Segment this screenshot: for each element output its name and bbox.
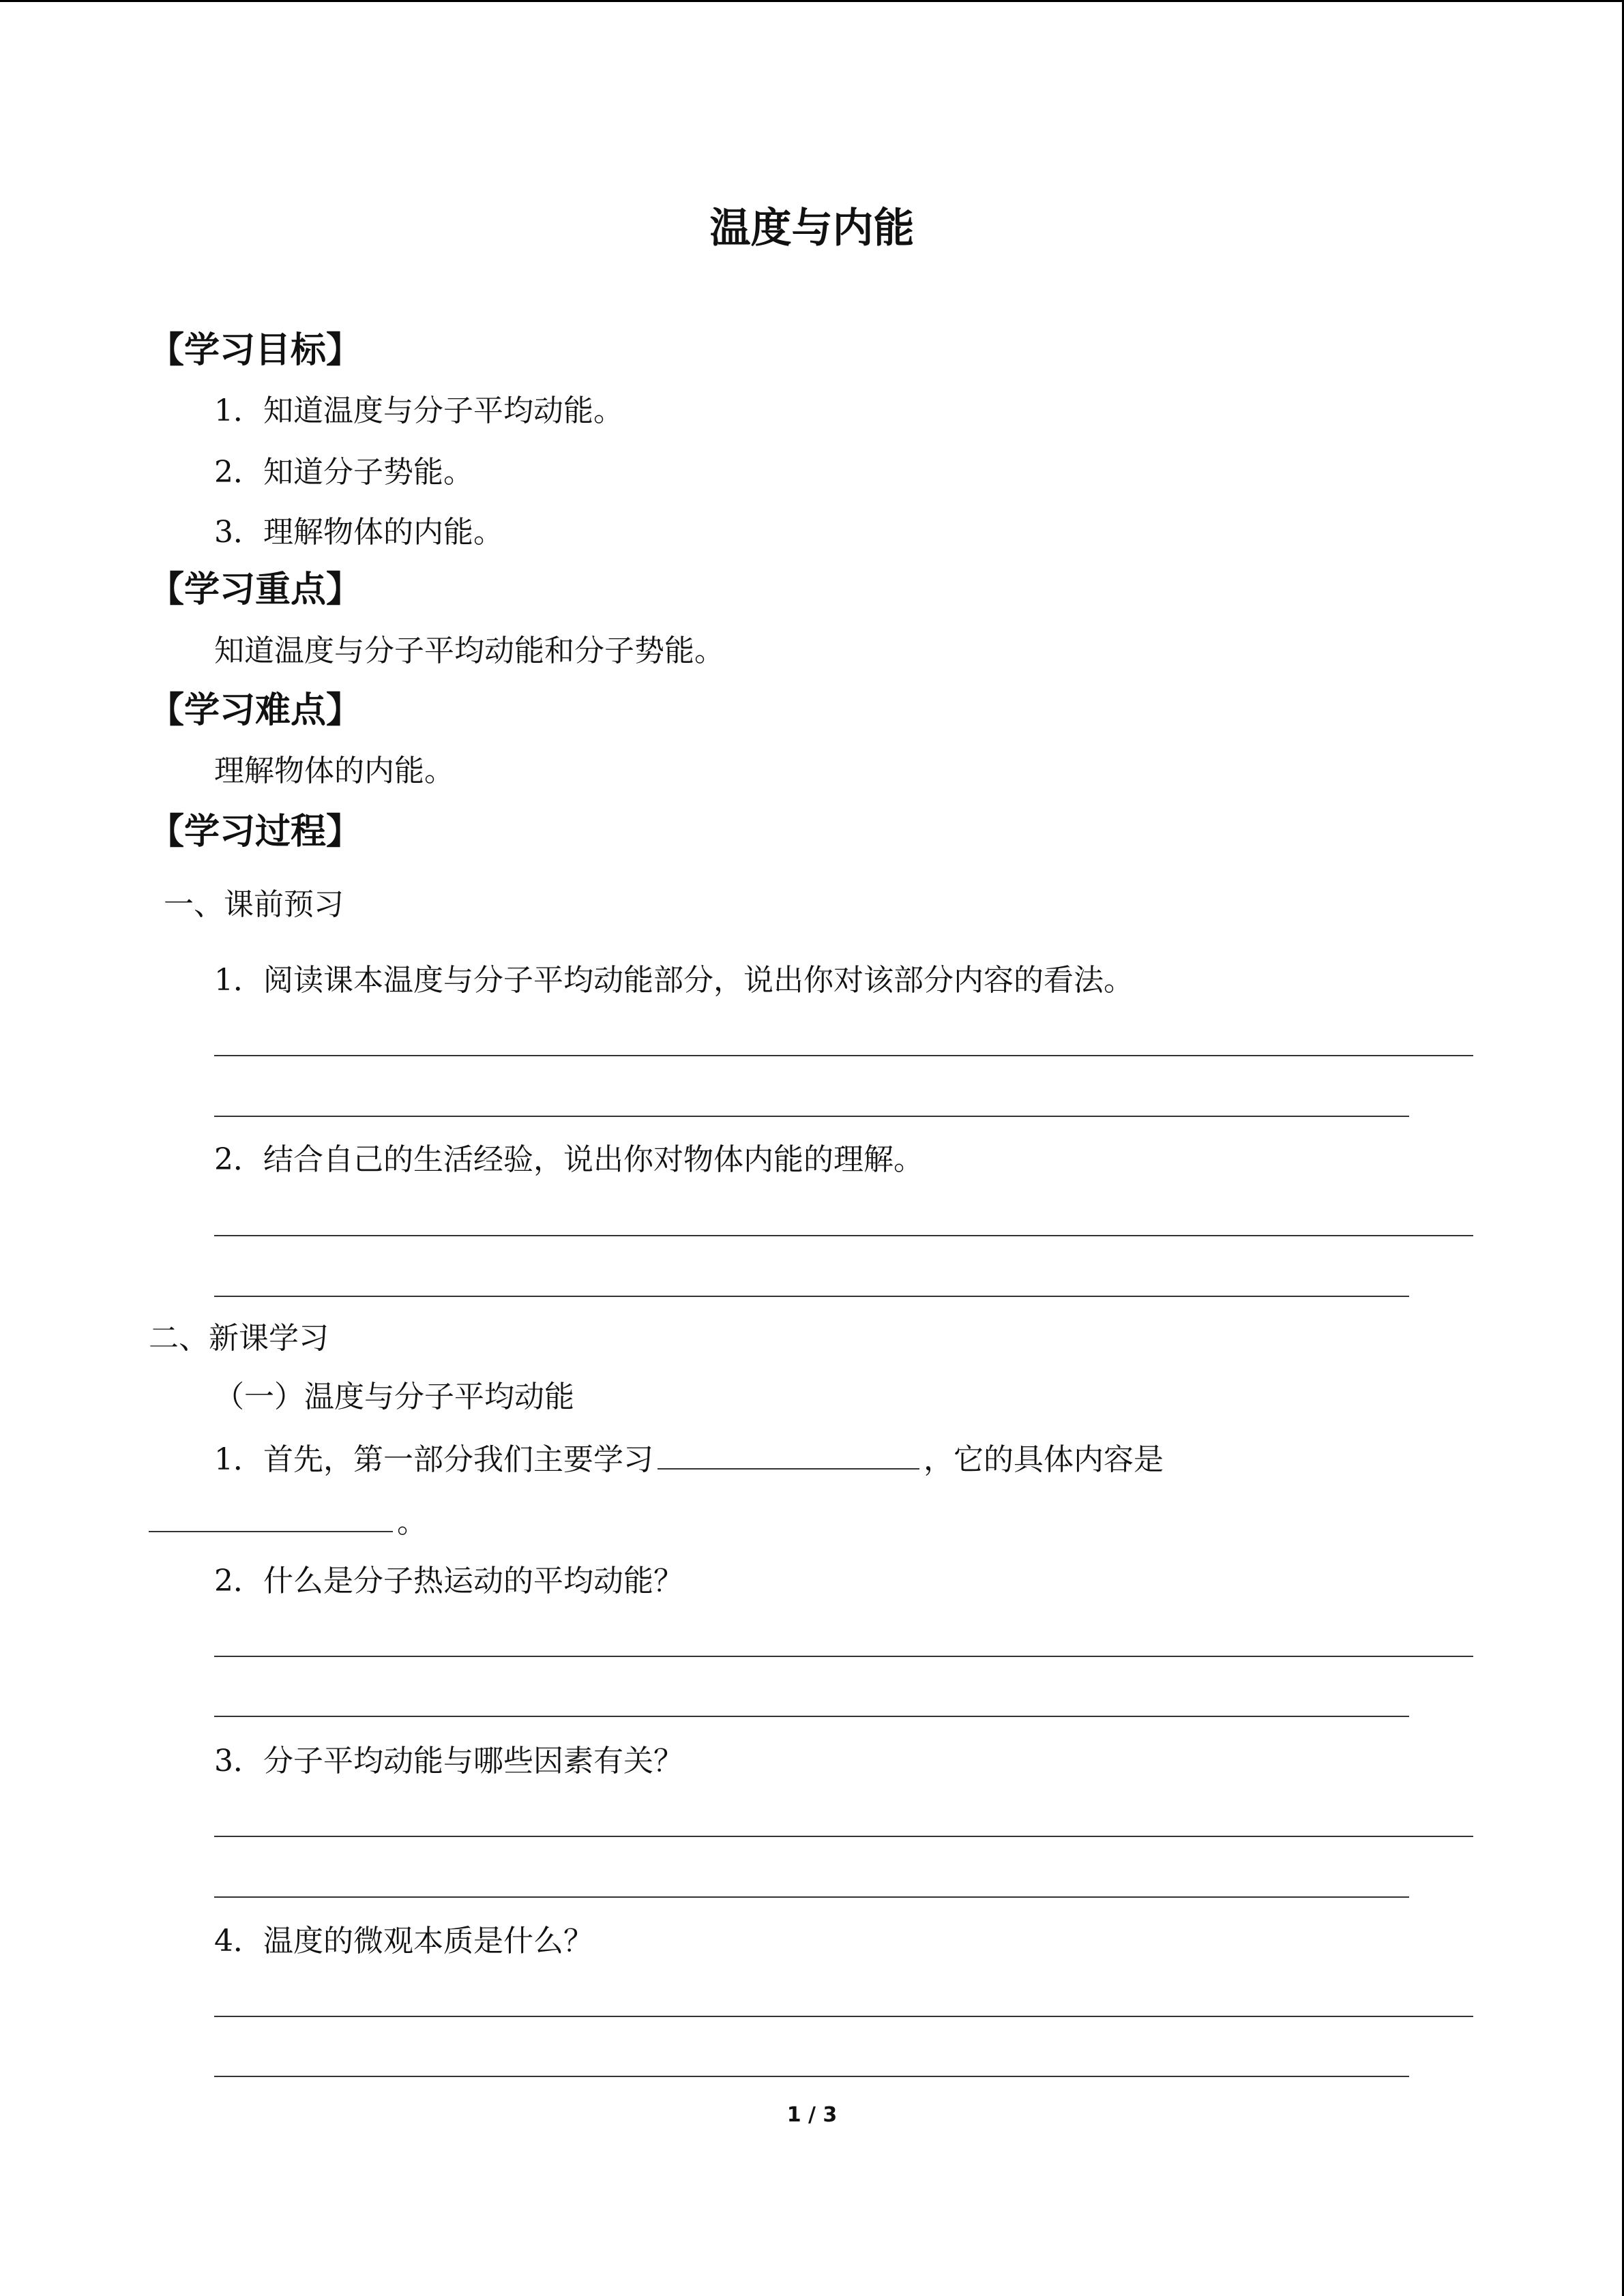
- new-lesson-heading: 二、新课学习: [149, 1321, 329, 1356]
- new-lesson-question-1: [214, 1437, 1164, 1482]
- question-1-text-b: ，它的具体内容是: [924, 1442, 1164, 1477]
- difficulties-text: 理解物体的内能。: [214, 754, 454, 788]
- fill-blank[interactable]: [658, 1438, 919, 1470]
- objectives-heading: 【学习目标】: [149, 330, 362, 371]
- answer-line[interactable]: [214, 1235, 1473, 1236]
- question-1-continuation: [149, 1500, 427, 1545]
- objective-item: 1．知道温度与分子平均动能。: [214, 393, 623, 428]
- new-lesson-question-2: 2．什么是分子热运动的平均动能？: [214, 1564, 683, 1598]
- fill-blank[interactable]: [149, 1501, 393, 1532]
- answer-line[interactable]: [214, 1656, 1473, 1657]
- question-1-end: 。: [397, 1505, 427, 1540]
- answer-line[interactable]: [214, 1836, 1473, 1837]
- new-lesson-question-4: 4．温度的微观本质是什么？: [214, 1924, 593, 1958]
- process-heading: 【学习过程】: [149, 811, 362, 852]
- answer-line[interactable]: [214, 2016, 1473, 2017]
- answer-line[interactable]: [214, 1716, 1409, 1717]
- page-number: 1 / 3: [786, 2103, 838, 2127]
- answer-line[interactable]: [214, 1296, 1409, 1297]
- new-lesson-subheading: （一）温度与分子平均动能: [214, 1380, 574, 1414]
- page-border-top: [0, 0, 1624, 2]
- key-points-heading: 【学习重点】: [149, 569, 362, 610]
- answer-line[interactable]: [214, 1055, 1473, 1056]
- answer-line[interactable]: [214, 1896, 1409, 1898]
- question-1-text-a: 1．首先，第一部分我们主要学习: [214, 1442, 653, 1477]
- key-points-text: 知道温度与分子平均动能和分子势能。: [214, 633, 724, 668]
- objective-item: 2．知道分子势能。: [214, 455, 473, 490]
- difficulties-heading: 【学习难点】: [149, 690, 362, 731]
- objective-item: 3．理解物体的内能。: [214, 515, 503, 550]
- answer-line[interactable]: [214, 2076, 1409, 2077]
- preview-question-2: 2．结合自己的生活经验，说出你对物体内能的理解。: [214, 1142, 924, 1177]
- answer-line[interactable]: [214, 1116, 1409, 1117]
- new-lesson-question-3: 3．分子平均动能与哪些因素有关？: [214, 1744, 683, 1778]
- preview-heading: 一、课前预习: [164, 887, 344, 922]
- preview-question-1: 1．阅读课本温度与分子平均动能部分，说出你对该部分内容的看法。: [214, 963, 1134, 998]
- page-title: 温度与内能: [709, 205, 915, 252]
